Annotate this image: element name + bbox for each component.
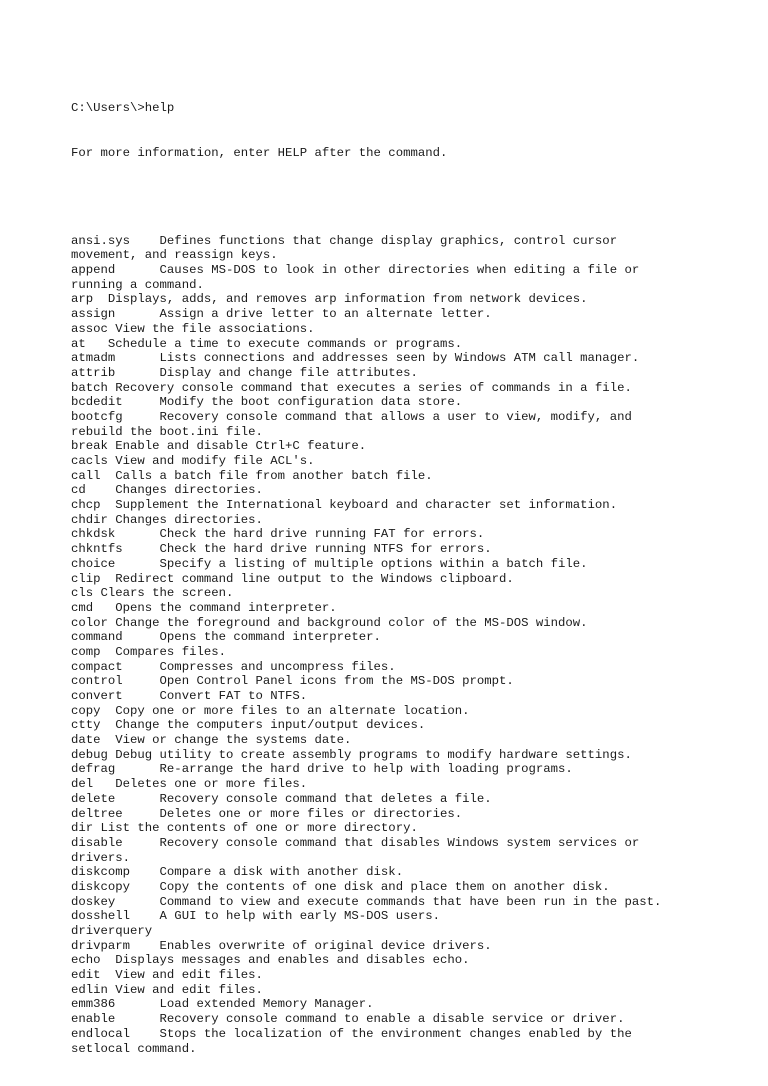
- command-line: color Change the foreground and background color of the MS-DOS window.: [71, 615, 588, 630]
- command-line: at Schedule a time to execute commands or programs.: [71, 336, 463, 351]
- command-line: diskcopy Copy the contents of one disk and place them on another disk.: [71, 879, 610, 894]
- command-line: batch Recovery console command that executes a series of commands in a file.: [71, 380, 632, 395]
- command-line: copy Copy one or more files to an alternate location.: [71, 703, 470, 718]
- command-line: arp Displays, adds, and removes arp information from network devices.: [71, 292, 588, 307]
- command-line: bcdedit Modify the boot configuration data store.: [71, 395, 463, 410]
- command-line: running a command.: [71, 277, 204, 292]
- command-line: date View or change the systems date.: [71, 733, 352, 748]
- command-line: edit View and edit files.: [71, 968, 263, 983]
- command-line: append Causes MS-DOS to look in other directories when editing a file or: [71, 263, 640, 278]
- command-line: chkdsk Check the hard drive running FAT for errors.: [71, 527, 485, 542]
- command-prompt-line: C:\Users\>help: [71, 101, 175, 116]
- command-line: bootcfg Recovery console command that allows a user to view, modify, and: [71, 409, 632, 424]
- command-line: cd Changes directories.: [71, 483, 263, 498]
- command-line: disable Recovery console command that disables Windows system services or: [71, 835, 640, 850]
- command-line: convert Convert FAT to NTFS.: [71, 689, 308, 703]
- help-intro-line: For more information, enter HELP after the command.: [71, 145, 448, 160]
- command-line: doskey Command to view and execute commands that have been run in the past.: [71, 894, 662, 909]
- command-line: break Enable and disable Ctrl+C feature.: [71, 439, 367, 454]
- command-line: emm386 Load extended Memory Manager.: [71, 997, 374, 1012]
- command-line: delete Recovery console command that deletes a file.: [71, 791, 492, 806]
- command-line: clip Redirect command line output to the Windows clipboard.: [71, 571, 514, 586]
- command-line: debug Debug utility to create assembly programs to modify hardware settings.: [71, 747, 632, 762]
- command-line: driverquery: [71, 924, 153, 938]
- command-list: [71, 234, 731, 1057]
- command-line: call Calls a batch file from another batch file.: [71, 468, 433, 483]
- command-line: drivers.: [71, 850, 131, 865]
- command-line: cmd Opens the command interpreter.: [71, 600, 337, 615]
- help-output: [71, 72, 731, 1086]
- command-line: dir List the contents of one or more directory.: [71, 821, 418, 836]
- command-line: choice Specify a listing of multiple options within a batch file.: [71, 556, 588, 571]
- command-line: assoc View the file associations.: [71, 321, 315, 336]
- command-line: ansi.sys Defines functions that change display graphics, control cursor: [71, 233, 618, 248]
- command-line: atmadm Lists connections and addresses seen by Windows ATM call manager.: [71, 351, 640, 366]
- command-line: attrib Display and change file attributes.: [71, 365, 418, 380]
- command-line: dosshell A GUI to help with early MS-DOS users.: [71, 909, 440, 924]
- command-line: assign Assign a drive letter to an alternate letter.: [71, 307, 492, 322]
- command-line: enable Recovery console command to enable a disable service or driver.: [71, 1012, 625, 1027]
- command-line: command Opens the command interpreter.: [71, 630, 381, 645]
- command-line: cls Clears the screen.: [71, 586, 234, 601]
- command-line: control Open Control Panel icons from the MS-DOS prompt.: [71, 674, 514, 689]
- command-line: diskcomp Compare a disk with another disk.: [71, 865, 404, 880]
- command-line: rebuild the boot.ini file.: [71, 424, 263, 439]
- command-line: echo Displays messages and enables and disables echo.: [71, 953, 470, 968]
- command-line: edlin View and edit files.: [71, 982, 263, 997]
- command-line: defrag Re-arrange the hard drive to help with loading programs.: [71, 762, 573, 777]
- command-line: endlocal Stops the localization of the environment changes enabled by the: [71, 1026, 632, 1041]
- command-line: deltree Deletes one or more files or directories.: [71, 806, 463, 821]
- command-line: chdir Changes directories.: [71, 512, 263, 527]
- blank-line: [71, 190, 731, 205]
- command-line: chcp Supplement the International keyboard and character set information.: [71, 498, 618, 513]
- command-line: setlocal command.: [71, 1041, 197, 1056]
- command-line: compact Compresses and uncompress files.: [71, 659, 396, 674]
- command-line: comp Compares files.: [71, 644, 226, 659]
- command-line: del Deletes one or more files.: [71, 777, 308, 792]
- command-line: drivparm Enables overwrite of original device drivers.: [71, 938, 492, 953]
- command-line: cacls View and modify file ACL's.: [71, 454, 315, 468]
- command-line: ctty Change the computers input/output devices.: [71, 718, 426, 733]
- command-line: chkntfs Check the hard drive running NTFS for errors.: [71, 542, 492, 557]
- command-line: movement, and reassign keys.: [71, 248, 278, 263]
